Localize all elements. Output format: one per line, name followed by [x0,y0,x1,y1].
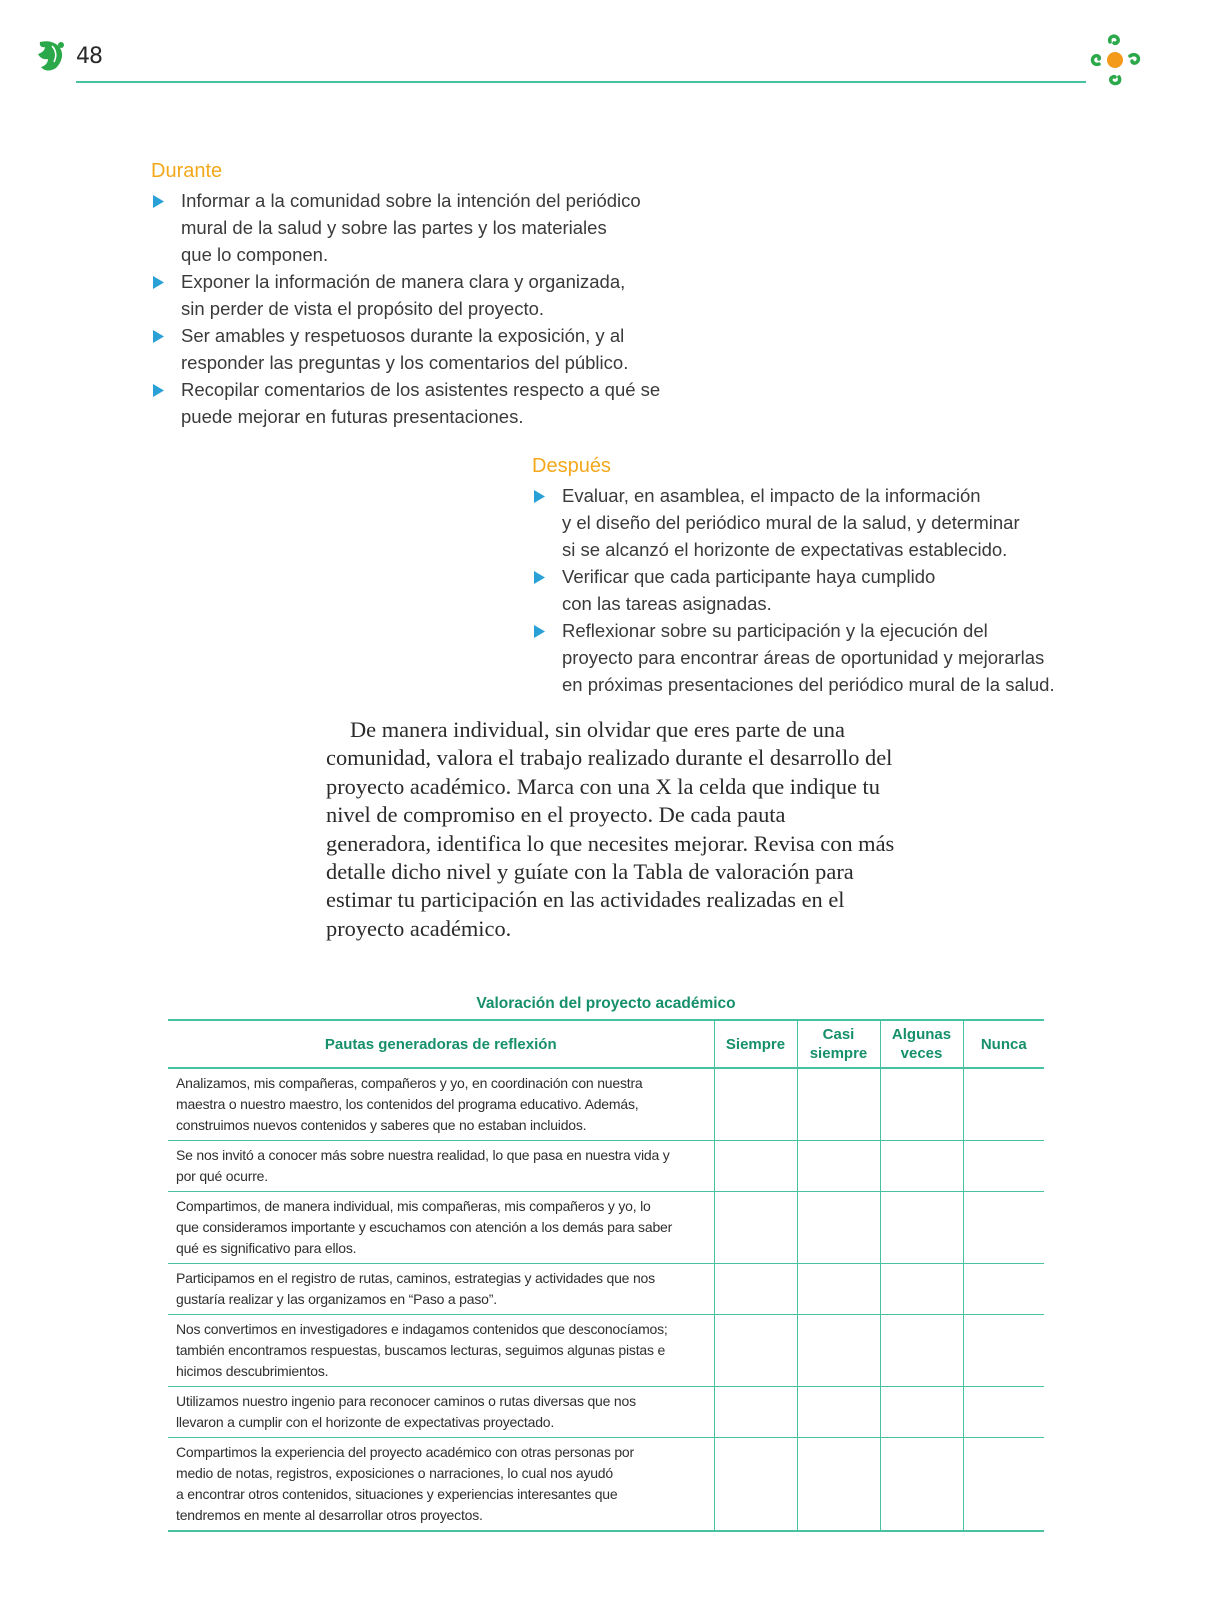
rating-cell-nunca[interactable] [963,1315,1044,1387]
leaf-logo-icon [34,38,68,74]
durante-list [151,187,671,430]
rating-cell-casi-siempre[interactable] [797,1141,880,1192]
column-header-nunca: Nunca [963,1020,1044,1068]
intro-paragraph: De manera individual, sin olvidar que eres parte de una comunidad, valora el trabajo realizado durante el desarrollo del proyecto académico. Marca con una X la celda que indique tu nivel de compromiso en el proyecto. De cada pauta generadora, identifica lo que necesites mejorar. Revisa con más detalle dicho nivel y guíate con la Tabla de valoración para estimar tu participación en las actividades realizadas en el proyecto académico. [326,717,895,941]
pauta-cell: Participamos en el registro de rutas, caminos, estrategias y actividades que nos gustaría realizar y las organizamos en “Paso a paso”. [168,1264,714,1315]
rating-cell-nunca[interactable] [963,1068,1044,1141]
rating-cell-casi-siempre[interactable] [797,1387,880,1438]
table-row [168,1141,1044,1192]
durante-heading: Durante [151,160,223,182]
rating-cell-nunca[interactable] [963,1192,1044,1264]
rating-cell-nunca[interactable] [963,1387,1044,1438]
list-item-text: Informar a la comunidad sobre la intención del periódico mural de la salud y sobre las partes y los materiales que lo componen. [181,190,641,265]
pauta-cell: Se nos invitó a conocer más sobre nuestra realidad, lo que pasa en nuestra vida y por qué ocurre. [168,1141,714,1192]
rating-cell-siempre[interactable] [714,1141,797,1192]
despues-list [532,482,1072,698]
column-header-algunas-veces: Algunas veces [880,1020,963,1068]
header-rule [76,81,1086,83]
table-row [168,1068,1044,1141]
column-header-pautas: Pautas generadoras de reflexión [168,1020,714,1068]
rating-cell-algunas-veces[interactable] [880,1068,963,1141]
table-row [168,1192,1044,1264]
rating-cell-siempre[interactable] [714,1315,797,1387]
triangle-bullet-icon [534,625,545,638]
list-item-text: Ser amables y respetuosos durante la exposición, y al responder las preguntas y los comentarios del público. [181,325,629,373]
rating-cell-casi-siempre[interactable] [797,1264,880,1315]
table-row [168,1438,1044,1532]
rating-cell-siempre[interactable] [714,1068,797,1141]
despues-section [532,455,1072,698]
rating-cell-algunas-veces[interactable] [880,1438,963,1532]
rating-cell-casi-siempre[interactable] [797,1315,880,1387]
rating-cell-algunas-veces[interactable] [880,1315,963,1387]
column-header-siempre: Siempre [714,1020,797,1068]
rating-cell-nunca[interactable] [963,1438,1044,1532]
triangle-bullet-icon [153,276,164,289]
triangle-bullet-icon [534,490,545,503]
durante-section [151,160,671,430]
pauta-cell: Nos convertimos en investigadores e indagamos contenidos que desconocíamos; también encontramos respuestas, buscamos lecturas, seguimos algunas pistas e hicimos descubrimientos. [168,1315,714,1387]
list-item-text: Recopilar comentarios de los asistentes respecto a qué se puede mejorar en futuras presentaciones. [181,379,661,427]
rating-cell-casi-siempre[interactable] [797,1192,880,1264]
table-row [168,1264,1044,1315]
rating-cell-algunas-veces[interactable] [880,1141,963,1192]
rating-cell-nunca[interactable] [963,1264,1044,1315]
rating-cell-casi-siempre[interactable] [797,1438,880,1532]
table-row [168,1315,1044,1387]
rating-cell-algunas-veces[interactable] [880,1387,963,1438]
rating-cell-siempre[interactable] [714,1387,797,1438]
page-number: 48 [76,44,102,69]
pauta-cell: Compartimos la experiencia del proyecto académico con otras personas por medio de notas, registros, exposiciones o narraciones, lo cual nos ayudó a encontrar otros contenidos, situaciones y experiencias interesantes que tendremos en mente al desarrollar otros proyectos. [168,1438,714,1532]
triangle-bullet-icon [153,330,164,343]
list-item [151,268,671,322]
rating-cell-siempre[interactable] [714,1438,797,1532]
despues-heading: Después [532,455,611,477]
triangle-bullet-icon [534,571,545,584]
list-item [151,322,671,376]
assessment-table [168,1019,1044,1532]
rating-cell-casi-siempre[interactable] [797,1068,880,1141]
pauta-cell: Compartimos, de manera individual, mis compañeras, mis compañeros y yo, lo que consideramos importante y escuchamos con atención a los demás para saber qué es significativo para ellos. [168,1192,714,1264]
column-header-casi-siempre: Casi siempre [797,1020,880,1068]
list-item [532,563,1072,617]
list-item [532,617,1072,698]
triangle-bullet-icon [153,384,164,397]
list-item-text: Exponer la información de manera clara y organizada, sin perder de vista el propósito del proyecto. [181,271,626,319]
sun-emblem-icon [1086,32,1144,88]
table-header-row [168,1020,1044,1068]
rating-cell-siempre[interactable] [714,1192,797,1264]
list-item-text: Reflexionar sobre su participación y la ejecución del proyecto para encontrar áreas de oportunidad y mejorarlas en próximas presentaciones del periódico mural de la salud. [562,620,1055,695]
rating-cell-nunca[interactable] [963,1141,1044,1192]
list-item-text: Verificar que cada participante haya cumplido con las tareas asignadas. [562,566,936,614]
rating-cell-algunas-veces[interactable] [880,1264,963,1315]
list-item [532,482,1072,563]
table-caption: Valoración del proyecto académico [476,995,736,1012]
table-row [168,1387,1044,1438]
pauta-cell: Utilizamos nuestro ingenio para reconocer caminos o rutas diversas que nos llevaron a cumplir con el horizonte de expectativas proyectado. [168,1387,714,1438]
rating-cell-siempre[interactable] [714,1264,797,1315]
list-item-text: Evaluar, en asamblea, el impacto de la información y el diseño del periódico mural de la salud, y determinar si se alcanzó el horizonte de expectativas establecido. [562,485,1020,560]
pauta-cell: Analizamos, mis compañeras, compañeros y yo, en coordinación con nuestra maestra o nuestro maestro, los contenidos del programa educativo. Además, construimos nuevos contenidos y saberes que no estaban incluidos. [168,1068,714,1141]
triangle-bullet-icon [153,195,164,208]
rating-cell-algunas-veces[interactable] [880,1192,963,1264]
list-item [151,376,671,430]
list-item [151,187,671,268]
